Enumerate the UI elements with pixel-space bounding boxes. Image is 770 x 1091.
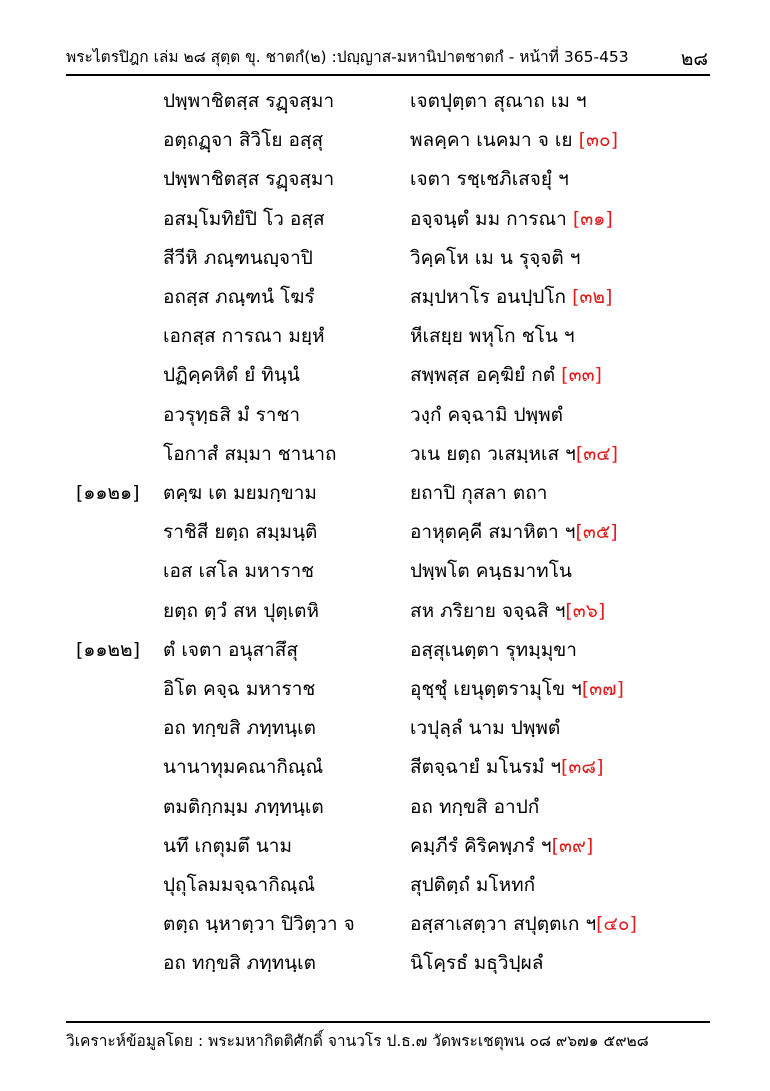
verse-line	[0, 831, 770, 867]
verse-second-half	[410, 204, 613, 234]
verse-second-half	[410, 870, 535, 900]
verse-second-half	[410, 164, 569, 194]
verse-second-half	[410, 400, 563, 430]
verse-first-half: นานาทุมคณากิณฺณํ	[163, 756, 324, 779]
verse-first-half: ตมติกฺกมฺม ภทฺทนฺเต	[163, 795, 324, 818]
verse-line	[0, 204, 770, 240]
verse-second-half	[410, 282, 612, 312]
verse-second-half-text: อถ ทกฺขสิ อาปกํ	[410, 795, 540, 818]
verse-number-marker: [๓๓]	[555, 364, 602, 387]
verse-second-half	[410, 243, 580, 273]
verse-first-half: อถ ทกฺขสิ ภทฺทนฺเต	[163, 952, 317, 975]
verse-second-half	[410, 517, 618, 547]
verse-line	[0, 86, 770, 122]
verse-second-half-text: หีเสยฺย พหุโก ชโน ฯ	[410, 325, 575, 348]
verse-number-marker: [๓๘]	[561, 756, 604, 779]
page-footer: วิเคราะห์ข้อมูลโดย : พระมหากิตติศักดิ์ จานวโร ป.ธ.๗ วัดพระเชตุพน ๐๘ ๙๖๗๑ ๕๙๒๘	[66, 1032, 649, 1050]
verse-second-half-text: เวปุลฺลํ นาม ปพฺพตํ	[410, 717, 561, 740]
verse-number-marker: [๓๐]	[572, 129, 618, 152]
verse-number-marker: [๓๑]	[566, 207, 613, 230]
verse-second-half	[410, 86, 587, 116]
verse-first-half: ปฏิคฺคหิตํ ยํ ทินฺนํ	[163, 364, 300, 387]
verse-second-half-text: สีตจฺฉายํ มโนรมํ ฯ	[410, 756, 562, 779]
verse-line	[0, 360, 770, 396]
verse-line	[0, 478, 770, 514]
verse-second-half-text: วิคฺคโห เม น รุจฺจติ ฯ	[410, 246, 581, 269]
verse-second-half	[410, 321, 575, 351]
verse-first-half: อตฺถฏฺจา สิวิโย อสฺสุ	[163, 129, 324, 152]
verse-line	[0, 909, 770, 945]
verse-line	[0, 282, 770, 318]
verse-second-half	[410, 713, 560, 743]
verse-number-marker: [๔๐]	[596, 913, 637, 936]
verse-second-half-text: อจฺจนฺตํ มม การณา	[410, 207, 567, 230]
verse-line	[0, 635, 770, 671]
verse-second-half	[410, 360, 602, 390]
verse-second-half-text: เจตปุตฺตา สุณาถ เม ฯ	[410, 90, 587, 112]
verse-second-half-text: วเน ยตฺถ วเสมฺหเส ฯ	[410, 442, 576, 465]
verse-line	[0, 556, 770, 592]
verse-first-half: เอกสฺส การณา มยฺหํ	[163, 325, 325, 348]
verse-line	[0, 321, 770, 357]
verse-line	[0, 243, 770, 279]
verse-second-half-text: อาหุตคฺคี สมาหิตา ฯ	[410, 521, 576, 544]
verse-line	[0, 713, 770, 749]
verse-second-half-text: สมฺปหาโร อนปฺปโก	[410, 286, 567, 308]
verse-first-half: ปุถุโลมมจฺฉากิณฺณํ	[163, 874, 315, 896]
verse-first-half: ราชิสี ยตฺถ สมฺมนฺติ	[163, 521, 318, 544]
verse-first-half: ตํ เจตา อนุสาสึสุ	[163, 638, 298, 661]
verse-second-half-text: สุปติตฺถํ มโหทกํ	[410, 874, 536, 896]
verse-number-marker: [๓๖]	[565, 599, 606, 622]
verse-line	[0, 125, 770, 161]
verse-second-half-text: วงฺกํ คจฺฉามิ ปพฺพตํ	[410, 403, 563, 426]
verse-number-marker: [๓๗]	[581, 678, 624, 700]
verse-number-marker: [๓๒]	[566, 286, 613, 308]
verse-line	[0, 517, 770, 553]
verse-second-half	[410, 125, 618, 155]
verse-line	[0, 792, 770, 828]
paragraph-number: [๑๑๒๒]	[76, 638, 140, 661]
verse-second-half-text: ยถาปิ กุสลา ตถา	[410, 482, 548, 504]
verse-second-half	[410, 556, 572, 586]
verse-second-half	[410, 792, 539, 822]
verse-first-half: ปพฺพาชิตสฺส รฏฺจสฺมา	[163, 168, 335, 191]
verse-first-half: อถ ทกฺขสิ ภทฺทนฺเต	[163, 717, 317, 740]
verse-second-half-text: อสฺสาเสตฺวา สปุตฺตเก ฯ	[410, 913, 597, 936]
verse-line	[0, 164, 770, 200]
verse-second-half-text: อสฺสุเนตฺตา รุทมฺมุขา	[410, 638, 577, 661]
verse-second-half-text: เจตา รชฺเชภิเสจยุํ ฯ	[410, 168, 569, 191]
verse-line	[0, 400, 770, 436]
verse-first-half: ตคฺฆ เต มยมกฺขาม	[163, 482, 317, 504]
verse-second-half-text: คมฺภีรํ คิริคพฺภรํ ฯ	[410, 834, 552, 857]
verse-line	[0, 870, 770, 906]
verse-line	[0, 439, 770, 475]
verse-first-half: นทึ เกตุมตึ นาม	[163, 834, 292, 857]
verse-line	[0, 674, 770, 710]
verse-first-half: เอส เสโล มหาราช	[163, 560, 315, 583]
verse-line	[0, 752, 770, 788]
header-title: พระไตรปิฎก เล่ม ๒๘ สุตฺต ขุ. ชาตกํ(๒) :ปญฺญาส-มหานิปาตชาตกํ - หน้าที่ 365-453	[66, 48, 629, 66]
verse-second-half-text: สห ภริยาย จจฺฉสิ ฯ	[410, 599, 566, 622]
verse-second-half	[410, 635, 577, 665]
page-number: ๒๘	[680, 48, 708, 70]
verse-first-half: อสมฺโมทิยํปิ โว อสฺส	[163, 207, 325, 230]
paragraph-number: [๑๑๒๑]	[76, 482, 140, 504]
verse-second-half	[410, 674, 624, 704]
verse-number-marker: [๓๔]	[575, 442, 619, 465]
verse-second-half-text: อุชฺชุํ เยนุตฺตรามุโข ฯ	[410, 678, 582, 700]
verse-first-half: อิโต คจฺฉ มหาราช	[163, 678, 316, 700]
verse-second-half-text: นิโคฺรธํ มธุวิปฺผลํ	[410, 952, 544, 975]
verse-number-marker: [๓๕]	[575, 521, 618, 544]
verse-second-half	[410, 831, 593, 861]
verse-first-half: โอกาสํ สมฺมา ชานาถ	[163, 442, 337, 465]
verse-second-half	[410, 948, 543, 978]
verse-first-half: สีวีหิ ภณฺฑนญฺจาปิ	[163, 246, 313, 269]
verse-second-half	[410, 752, 604, 782]
verse-first-half: อวรุทฺธสิ มํ ราชา	[163, 403, 301, 426]
verse-first-half: ปพฺพาชิตสฺส รฏฺจสฺมา	[163, 90, 335, 112]
verse-second-half-text: พลคฺคา เนคมา จ เย	[410, 129, 573, 152]
verse-line	[0, 948, 770, 984]
verse-first-half: ยตฺถ ตฺวํ สห ปุตฺเตหิ	[163, 599, 319, 622]
verse-second-half	[410, 596, 605, 626]
verse-second-half-text: ปพฺพโต คนฺธมาทโน	[410, 560, 572, 583]
verse-second-half	[410, 439, 618, 469]
verse-second-half	[410, 909, 637, 939]
verse-first-half: ตตฺถ นฺหาตฺวา ปิวิตฺวา จ	[163, 913, 355, 936]
verse-second-half	[410, 478, 547, 508]
footer-divider	[66, 1021, 710, 1023]
verse-first-half: อถสฺส ภณฺฑนํ โฆรํ	[163, 286, 315, 308]
verse-line	[0, 596, 770, 632]
verse-number-marker: [๓๙]	[551, 834, 594, 857]
verse-second-half-text: สพฺพสฺส อคฺฆิยํ กตํ	[410, 364, 556, 387]
